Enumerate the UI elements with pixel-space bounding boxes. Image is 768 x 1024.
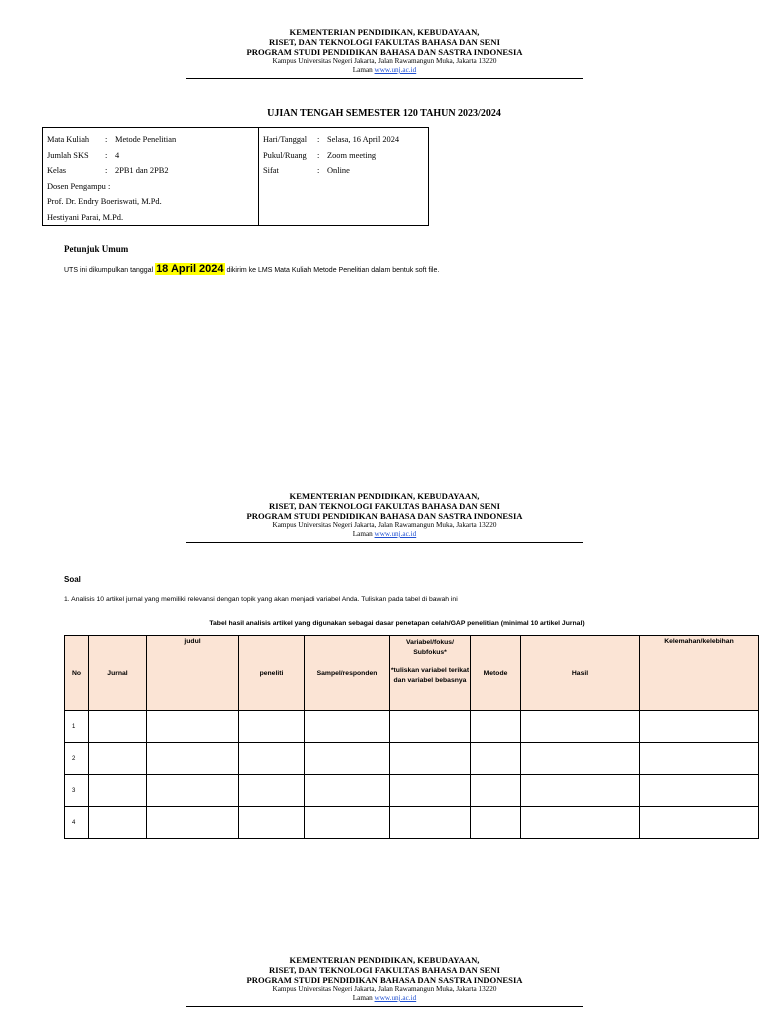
website-label: Laman [352, 994, 373, 1002]
info-value: Metode Penelitian [115, 135, 177, 144]
info-value: Zoom meeting [327, 150, 377, 160]
letterhead-divider [186, 78, 583, 79]
info-sep: : [317, 166, 320, 175]
letterhead-program: PROGRAM STUDI PENDIDIKAN BAHASA DAN SASTRA INDONESIA [246, 975, 523, 985]
website-link[interactable]: www.unj.ac.id [374, 530, 417, 538]
letterhead-program: PROGRAM STUDI PENDIDIKAN BAHASA DAN SASTRA INDONESIA [246, 511, 523, 521]
info-key: Kelas [47, 166, 67, 175]
letterhead-faculty: RISET, DAN TEKNOLOGI FAKULTAS BAHASA DAN SENI [269, 37, 500, 47]
letterhead-website [186, 530, 583, 539]
info-row [47, 179, 258, 195]
cell-variabel[interactable] [390, 775, 471, 807]
header-variabel-main: Variabel/fokus/ Subfokus* [406, 639, 454, 656]
cell-kelemahan[interactable] [640, 775, 759, 807]
letterhead-program: PROGRAM STUDI PENDIDIKAN BAHASA DAN SASTRA INDONESIA [246, 47, 523, 57]
header-peneliti: peneliti [239, 636, 305, 711]
cell-jurnal[interactable] [89, 775, 147, 807]
letterhead-ministry: KEMENTERIAN PENDIDIKAN, KEBUDAYAAN, [289, 491, 480, 501]
info-left-column [43, 128, 259, 225]
row-number: 1 [65, 711, 89, 743]
letterhead-divider [186, 542, 583, 543]
website-label: Laman [352, 530, 373, 538]
cell-judul[interactable] [147, 775, 239, 807]
letterhead-faculty: RISET, DAN TEKNOLOGI FAKULTAS BAHASA DAN SENI [269, 965, 500, 975]
info-key: Hari/Tanggal [263, 135, 308, 144]
row-number: 4 [65, 807, 89, 839]
info-row [47, 210, 258, 226]
letterhead-faculty: RISET, DAN TEKNOLOGI FAKULTAS BAHASA DAN SENI [269, 501, 500, 511]
cell-peneliti[interactable] [239, 711, 305, 743]
info-value: 2PB1 dan 2PB2 [115, 166, 169, 175]
lecturer-name: Prof. Dr. Endry Boeriswati, M.Pd. [47, 197, 162, 206]
header-judul: judul [147, 636, 239, 711]
cell-sampel[interactable] [305, 807, 390, 839]
header-jurnal: Jurnal [89, 636, 147, 711]
instructions-text-after: dikirim ke LMS Mata Kuliah Metode Penelitian dalam bentuk soft file. [226, 267, 440, 274]
website-link[interactable]: www.unj.ac.id [374, 994, 417, 1002]
info-row [47, 194, 258, 210]
info-sep: : [317, 135, 320, 144]
header-variabel [390, 636, 471, 711]
info-sep: : [317, 150, 320, 160]
cell-kelemahan[interactable] [640, 743, 759, 775]
letterhead-page2 [186, 491, 583, 543]
header-hasil: Hasil [521, 636, 640, 711]
table-row [65, 775, 759, 807]
letterhead-address: Kampus Universitas Negeri Jakarta, Jalan Rawamangun Muka, Jakarta 13220 [272, 57, 497, 65]
lecturer-name: Hestiyani Parai, M.Pd. [47, 212, 124, 222]
letterhead-website [186, 66, 583, 75]
header-sampel: Sampel/responden [305, 636, 390, 711]
cell-hasil[interactable] [521, 711, 640, 743]
info-sep: : [105, 135, 108, 144]
cell-peneliti[interactable] [239, 807, 305, 839]
cell-variabel[interactable] [390, 711, 471, 743]
table-row [65, 711, 759, 743]
deadline-highlight: 18 April 2024 [156, 263, 224, 275]
info-value: 4 [115, 150, 120, 160]
info-value: Online [327, 166, 350, 175]
cell-sampel[interactable] [305, 711, 390, 743]
letterhead-website [186, 994, 583, 1003]
letterhead-address: Kampus Universitas Negeri Jakarta, Jalan Rawamangun Muka, Jakarta 13220 [272, 985, 497, 993]
info-right-column [259, 128, 428, 225]
cell-kelemahan[interactable] [640, 711, 759, 743]
cell-hasil[interactable] [521, 743, 640, 775]
letterhead-page1 [186, 27, 583, 79]
cell-jurnal[interactable] [89, 743, 147, 775]
cell-jurnal[interactable] [89, 711, 147, 743]
info-row [263, 163, 428, 179]
analysis-table [64, 635, 759, 839]
cell-metode[interactable] [471, 743, 521, 775]
cell-variabel[interactable] [390, 743, 471, 775]
cell-sampel[interactable] [305, 743, 390, 775]
cell-hasil[interactable] [521, 807, 640, 839]
cell-metode[interactable] [471, 807, 521, 839]
row-number: 3 [65, 775, 89, 807]
website-label: Laman [352, 66, 373, 74]
info-value: Selasa, 16 April 2024 [327, 135, 400, 144]
instructions-heading: Petunjuk Umum [64, 244, 129, 254]
header-kelemahan: Kelemahan/kelebihan [640, 636, 759, 711]
cell-peneliti[interactable] [239, 775, 305, 807]
info-key: Dosen Pengampu : [47, 181, 111, 191]
info-sep: : [105, 150, 108, 160]
header-variabel-note: *tuliskan variabel terikat dan variabel bebasnya [390, 667, 470, 684]
info-key: Mata Kuliah [47, 135, 90, 144]
table-row [65, 743, 759, 775]
cell-peneliti[interactable] [239, 743, 305, 775]
cell-jurnal[interactable] [89, 807, 147, 839]
soal-heading: Soal [64, 575, 81, 584]
letterhead-divider [186, 1006, 583, 1007]
exam-title: UJIAN TENGAH SEMESTER 120 TAHUN 2023/2024 [267, 108, 501, 119]
info-key: Sifat [263, 166, 279, 175]
info-row [47, 132, 258, 148]
info-row [263, 148, 428, 164]
table-row [65, 807, 759, 839]
header-no: No [65, 636, 89, 711]
info-key: Pukul/Ruang [263, 150, 307, 160]
row-number: 2 [65, 743, 89, 775]
letterhead-address: Kampus Universitas Negeri Jakarta, Jalan Rawamangun Muka, Jakarta 13220 [272, 521, 497, 529]
cell-metode[interactable] [471, 775, 521, 807]
exam-info-box [42, 127, 429, 226]
info-row [263, 132, 428, 148]
info-row [47, 148, 258, 164]
instructions-text [64, 263, 439, 275]
info-row [47, 163, 258, 179]
instructions-text-before: UTS ini dikumpulkan tanggal [64, 267, 154, 274]
website-link[interactable]: www.unj.ac.id [374, 66, 417, 74]
letterhead-ministry: KEMENTERIAN PENDIDIKAN, KEBUDAYAAN, [289, 955, 480, 965]
cell-metode[interactable] [471, 711, 521, 743]
cell-kelemahan[interactable] [640, 807, 759, 839]
cell-judul[interactable] [147, 711, 239, 743]
cell-sampel[interactable] [305, 775, 390, 807]
cell-judul[interactable] [147, 807, 239, 839]
letterhead-page3 [186, 955, 583, 1007]
info-sep: : [105, 166, 108, 175]
letterhead-ministry: KEMENTERIAN PENDIDIKAN, KEBUDAYAAN, [289, 27, 480, 37]
header-metode: Metode [471, 636, 521, 711]
info-key: Jumlah SKS [47, 150, 89, 160]
cell-variabel[interactable] [390, 807, 471, 839]
cell-hasil[interactable] [521, 775, 640, 807]
cell-judul[interactable] [147, 743, 239, 775]
table-caption: Tabel hasil analisis artikel yang digunakan sebagai dasar penetapan celah/GAP penelitian (minimal 10 artikel Jurnal) [209, 620, 585, 627]
question-1: 1. Analisis 10 artikel jurnal yang memiliki relevansi dengan topik yang akan menjadi variabel Anda. Tuliskan pada tabel di bawah ini [64, 596, 458, 603]
table-header-row [65, 636, 759, 711]
